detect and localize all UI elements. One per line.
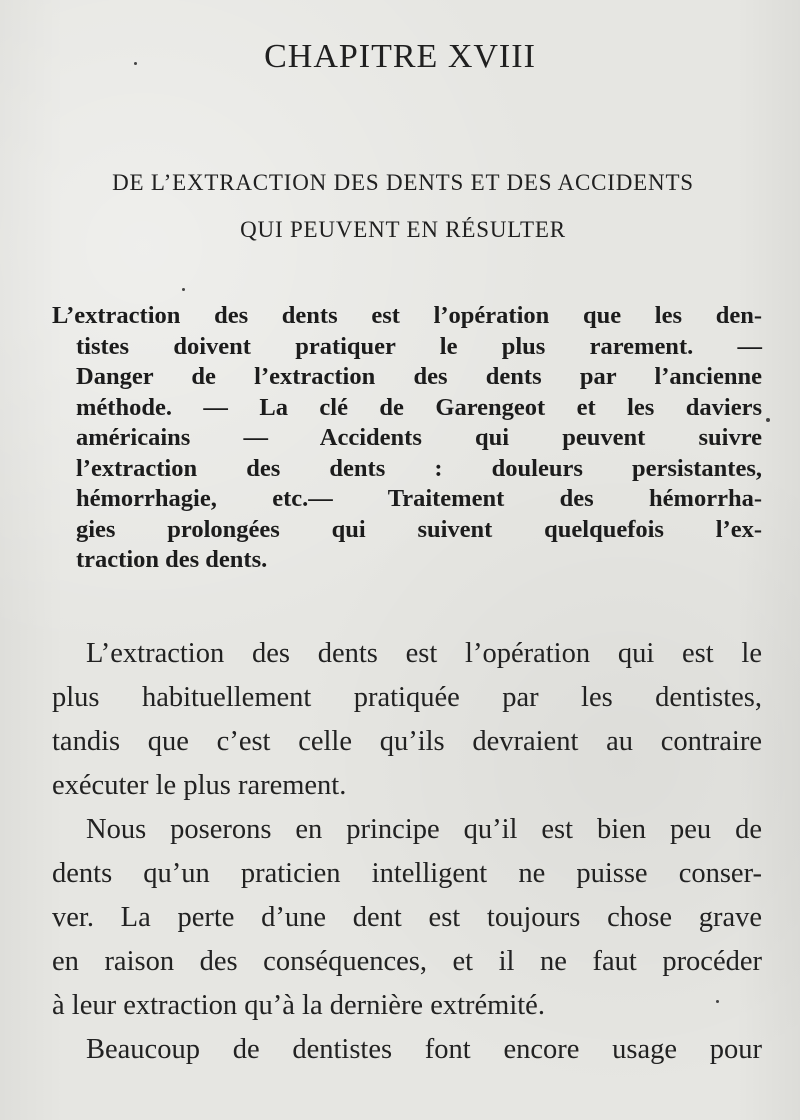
section-title-line-2: QUI PEUVENT EN RÉSULTER <box>240 217 566 242</box>
body-line: tandis que c’est celle qu’ils devraient au contraire <box>52 726 762 757</box>
body-line: dents qu’un praticien intelligent ne puisse conser- <box>52 858 762 889</box>
chapter-title: CHAPITRE XVIII <box>264 38 536 75</box>
body-line: exécuter le plus rarement. <box>52 770 347 801</box>
paper-speck <box>182 288 185 291</box>
body-text <box>52 632 762 1072</box>
paper-speck <box>766 418 770 422</box>
summary-line: gies prolongées qui suivent quelquefois l’ex- <box>76 515 762 543</box>
body-line: plus habituellement pratiquée par les dentistes, <box>52 682 762 713</box>
chapter-summary <box>52 301 762 576</box>
summary-line: traction des dents. <box>76 546 268 573</box>
body-line: Nous poserons en principe qu’il est bien peu de <box>86 814 762 845</box>
body-line: Beaucoup de dentistes font encore usage pour <box>86 1034 762 1065</box>
summary-line: méthode. — La clé de Garengeot et les daviers <box>76 393 762 421</box>
body-line: ver. La perte d’une dent est toujours chose grave <box>52 902 762 933</box>
summary-line: Danger de l’extraction des dents par l’ancienne <box>76 363 762 390</box>
summary-line: l’extraction des dents : douleurs persistantes, <box>76 454 762 482</box>
section-title-line-1: DE L’EXTRACTION DES DENTS ET DES ACCIDENTS <box>112 170 694 195</box>
summary-line: tistes doivent pratiquer le plus rarement. — <box>76 332 762 360</box>
summary-line: hémorrhagie, etc.— Traitement des hémorrha- <box>76 485 762 512</box>
body-line: L’extraction des dents est l’opération qui est le <box>86 638 762 669</box>
summary-line: américains — Accidents qui peuvent suivre <box>76 424 762 451</box>
body-line: en raison des conséquences, et il ne faut procéder <box>52 946 762 977</box>
summary-line: L’extraction des dents est l’opération que les den- <box>52 302 762 329</box>
body-line: à leur extraction qu’à la dernière extrémité. <box>52 990 545 1021</box>
